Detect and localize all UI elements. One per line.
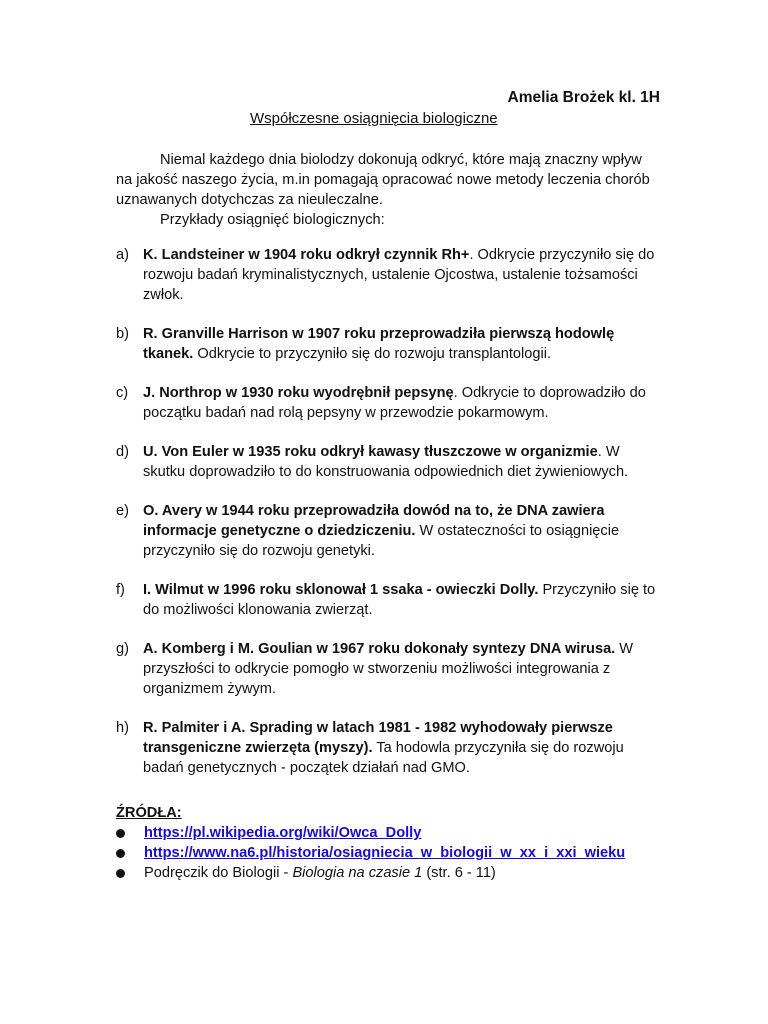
item-description: Ta hodowla przyczyniła się do rozwoju badań genetycznych - początek działań nad GMO.	[143, 740, 624, 776]
list-item	[116, 580, 656, 620]
list-item	[116, 718, 656, 778]
list-marker: d)	[116, 444, 129, 460]
list-item	[116, 501, 656, 561]
textbook-title: Biologia na czasie 1	[292, 865, 423, 881]
textbook-pages: (str. 6 - 11)	[422, 865, 496, 881]
list-marker: f)	[116, 582, 125, 598]
item-highlight: U. Von Euler w 1935 roku odkrył kawasy tłuszczowe w organizmie	[143, 444, 598, 460]
list-marker: g)	[116, 641, 129, 657]
source-link-wikipedia[interactable]: https://pl.wikipedia.org/wiki/Owca_Dolly	[144, 825, 422, 841]
list-item	[116, 245, 656, 305]
sources-section	[116, 803, 676, 883]
intro-paragraph: Niemal każdego dnia biolodzy dokonują odkryć, które mają znaczny wpływ na jakość naszego życia, m.in pomagają opracować nowe metody leczenia chorób uznawanych dotychczas za nieuleczalne.	[116, 152, 650, 208]
item-description: W przyszłości to odkrycie pomogło w stworzeniu możliwości integrowania z organizmem żywym.	[143, 641, 634, 697]
item-highlight: J. Northrop w 1930 roku wyodrębnił pepsynę	[143, 385, 454, 401]
item-description: . Odkrycie przyczyniło się do rozwoju badań kryminalistycznych, ustalenie Ojcostwa, ustalenie tożsamości zwłok.	[143, 247, 655, 303]
list-item	[116, 324, 656, 364]
item-description: W ostateczności to osiągnięcie przyczyniło się do rozwoju genetyki.	[143, 523, 620, 559]
list-item	[116, 639, 656, 699]
item-highlight: K. Landsteiner w 1904 roku odkrył czynnik Rh+	[143, 247, 470, 263]
intro-section	[116, 150, 656, 230]
textbook-prefix: Podręczik do Biologii -	[144, 865, 293, 881]
item-description: Przyczyniło się to do możliwości klonowania zwierząt.	[143, 582, 656, 618]
source-item	[116, 843, 676, 863]
source-item	[116, 863, 676, 883]
list-marker: a)	[116, 247, 129, 263]
item-description: . W skutku doprowadziło to do konstruowania odpowiednich diet żywieniowych.	[143, 444, 629, 480]
item-description: Odkrycie to przyczyniło się do rozwoju transplantologii.	[193, 346, 552, 362]
list-marker: e)	[116, 503, 129, 519]
item-highlight: O. Avery w 1944 roku przeprowadziła dowód na to, że DNA zawiera informacje genetyczne o dziedziczeniu.	[143, 503, 605, 539]
list-item	[116, 442, 656, 482]
source-item	[116, 823, 676, 843]
list-item	[116, 383, 656, 423]
item-description: . Odkrycie to doprowadziło do początku badań nad rolą pepsyny w przewodzie pokarmowym.	[143, 385, 646, 421]
bullet-icon	[116, 869, 125, 878]
author-name: Amelia Brożek kl. 1H	[507, 89, 660, 106]
sources-heading: ŹRÓDŁA:	[116, 805, 182, 821]
item-highlight: A. Komberg i M. Goulian w 1967 roku dokonały syntezy DNA wirusa.	[143, 641, 616, 657]
item-highlight: R. Palmiter i A. Sprading w latach 1981 - 1982 wyhodowały pierwsze transgeniczne zwierzęta (myszy).	[143, 720, 613, 756]
source-link-na6[interactable]: https://www.na6.pl/historia/osiagniecia_w_biologii_w_xx_i_xxi_wieku	[144, 845, 626, 861]
bullet-icon	[116, 829, 125, 838]
item-highlight: I. Wilmut w 1996 roku sklonował 1 ssaka - owieczki Dolly.	[143, 582, 539, 598]
document-title: Współczesne osiągnięcia biologiczne	[250, 110, 498, 127]
achievements-list	[116, 245, 656, 797]
list-marker: c)	[116, 385, 129, 401]
list-marker: h)	[116, 720, 129, 736]
sources-list	[116, 823, 676, 883]
item-highlight: R. Granville Harrison w 1907 roku przeprowadziła pierwszą hodowlę tkanek.	[143, 326, 615, 362]
list-marker: b)	[116, 326, 129, 342]
examples-heading: Przykłady osiągnięć biologicznych:	[160, 212, 385, 228]
bullet-icon	[116, 849, 125, 858]
